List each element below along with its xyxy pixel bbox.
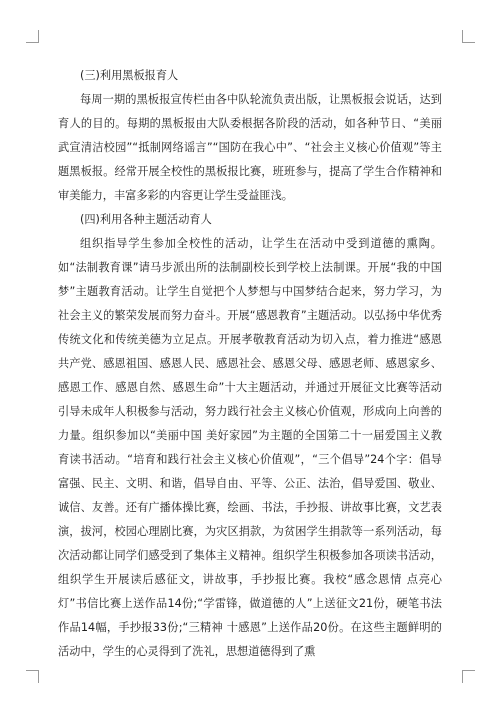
section-heading-themed-activities: (四)利用各种主题活动育人 (80, 213, 212, 226)
paragraph-themed-activities: 组织指导学生参加全校性的活动，让学生在活动中受到道德的熏陶。如“法制教育课”请马步派出所的法制副校长到学校上法制课。开展“我的中国梦”主题教育活动。让学生自觉把个人梦想与中国梦结合起来，努力学习，为社会主义的繁荣发展而努力奋斗。开展“感恩教育”主题活动。以弘扬中华优秀传统文化和传统美德为立足点。开展孝敬教育活动为切入点，着力推进“感恩共产党、感恩祖国、感恩人民、感恩社会、感恩父母、感恩老师、感恩家乡、感恩工作、感恩自然、感恩生命”十大主题活动，并通过开展征文比赛等活动引导未成年人积极参与活动，努力践行社会主义核心价值观，形成向上向善的力量。组织参加以“美丽中国 美好家园”为主题的全国第二十一届爱国主义教育读书活动。“培育和践行社会主义核心价值观”，“三个倡导”24个字：倡导富强、民主、文明、和谐，倡导自由、平等、公正、法治，倡导爱国、敬业、诚信、友善。还有广播体操比赛，绘画、书法，手抄报、讲故事比赛，文艺表演，拔河，校园心理剧比赛，为灾区捐款，为贫困学生捐款等一系列活动，每次活动都让同学们感受到了集体主义精神。组织学生积极参加各项读书活动，组织学生开展读后感征文，讲故事，手抄报比赛。我校“感念恩情 点亮心灯”书信比赛上送作品14份;“学雷锋，做道德的人”上送征文21份，硬笔书法作品14幅，手抄报33份;“三精神 十感恩”上送作品20份。在这些主题鲜明的活动中，学生的心灵得到了洗礼，思想道德得到了熏 (58, 237, 442, 658)
crop-mark-top-left (26, 30, 39, 43)
document-body (58, 64, 442, 664)
crop-mark-top-right (462, 30, 475, 43)
section-heading-blackboard: (三)利用黑板报育人 (80, 69, 179, 82)
paragraph-blackboard: 每周一期的黑板报宣传栏由各中队轮流负责出版，让黑板报会说话，达到育人的目的。每期的黑板报由大队委根据各阶段的活动，如各种节日、“美丽武宣清洁校园”“抵制网络谣言”“国防在我心中”、“社会主义核心价值观”等主题黑板报。经常开展全校性的黑板报比赛，班班参与，提高了学生合作精神和审美能力，丰富多彩的内容更让学生受益匪浅。 (58, 93, 442, 202)
crop-mark-bottom-left (26, 670, 39, 683)
crop-mark-bottom-right (462, 670, 475, 683)
